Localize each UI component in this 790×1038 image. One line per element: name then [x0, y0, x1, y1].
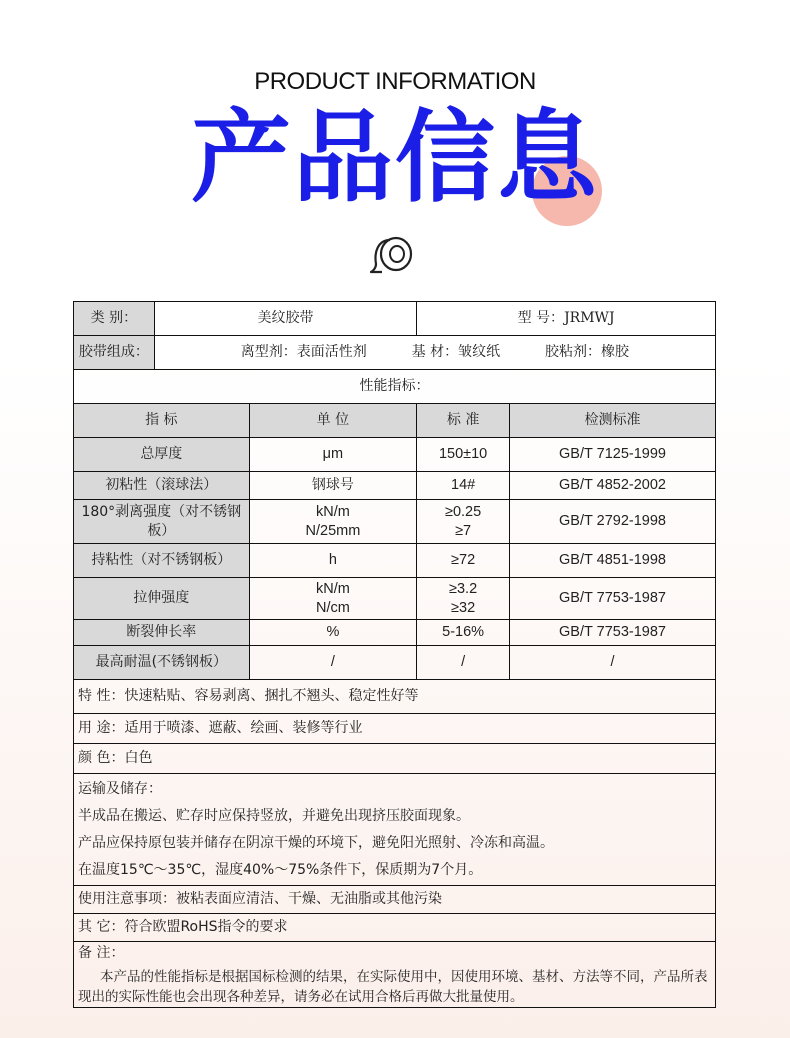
unit-value: %: [249, 620, 417, 646]
table-row: [74, 438, 716, 472]
product-subtitle: PRODUCT INFORMATION: [254, 68, 536, 95]
unit-line-2: N/cm: [315, 599, 350, 616]
standard-value: [417, 500, 510, 544]
header-unit: 单 位: [249, 404, 417, 438]
standard-line-2: ≥32: [451, 599, 476, 616]
model-cell: [417, 302, 716, 336]
spec-table: [73, 301, 716, 1008]
other-row: 其 它：符合欧盟RoHS指令的要求: [74, 914, 716, 942]
standard-value: [417, 578, 510, 620]
indicator-name: 初粘性（滚球法）: [74, 472, 250, 500]
unit-line-2: N/25mm: [305, 522, 361, 539]
composition-label: 胶带组成：: [74, 336, 155, 370]
release-agent: 离型剂：表面活性剂: [240, 344, 367, 360]
color-row: 颜 色：白色: [74, 744, 716, 774]
table-row: [74, 578, 716, 620]
standard-value: 5-16%: [417, 620, 510, 646]
test-standard-value: GB/T 7753-1987: [510, 620, 716, 646]
unit-value: h: [249, 544, 417, 578]
precautions-row: 使用注意事项：被粘表面应清洁、干燥、无油脂或其他污染: [74, 886, 716, 914]
table-row: [74, 620, 716, 646]
standard-value: 150±10: [417, 438, 510, 472]
indicator-name: 总厚度: [74, 438, 250, 472]
table-row: [74, 500, 716, 544]
adhesive: 胶粘剂：橡胶: [545, 344, 629, 360]
table-row: [74, 544, 716, 578]
notes-text: 本产品的性能指标是根据国标检测的结果，在实际使用中，因使用环境、基材、方法等不同，产品所表现出的实际性能也会出现各种差异，请务必在试用合格后再做大批量使用。: [78, 968, 708, 1005]
model-label: 型 号：: [517, 310, 565, 326]
category-label: 类 别：: [74, 302, 155, 336]
storage-line: 半成品在搬运、贮存时应保持竖放，并避免出现挤压胶面现象。: [78, 807, 470, 824]
performance-header-row: [74, 404, 716, 438]
header-standard: 标 准: [417, 404, 510, 438]
performance-section-title: 性能指标：: [74, 370, 716, 404]
indicator-name: 拉伸强度: [74, 578, 250, 620]
test-standard-value: GB/T 7125-1999: [510, 438, 716, 472]
unit-value: [249, 578, 417, 620]
features-row: 特 性：快速粘贴、容易剥离、捆扎不翘头、稳定性好等: [74, 680, 716, 714]
composition-values: [154, 336, 715, 370]
storage-title: 运输及储存：: [78, 780, 162, 797]
page-title: 产品信息: [191, 99, 599, 216]
tape-roll-icon: [370, 234, 414, 274]
unit-value: μm: [249, 438, 417, 472]
substrate: 基 材：皱纹纸: [411, 344, 501, 360]
indicator-name: 180°剥离强度（对不锈钢板）: [74, 500, 250, 544]
unit-line-1: kN/m: [315, 503, 350, 520]
standard-value: 14#: [417, 472, 510, 500]
test-standard-value: GB/T 2792-1998: [510, 500, 716, 544]
unit-value: 钢球号: [249, 472, 417, 500]
test-standard-value: GB/T 4851-1998: [510, 544, 716, 578]
indicator-name: 持粘性（对不锈钢板）: [74, 544, 250, 578]
notes-section: [74, 942, 716, 1008]
unit-value: /: [249, 646, 417, 680]
test-standard-value: GB/T 4852-2002: [510, 472, 716, 500]
standard-line-1: ≥0.25: [445, 503, 482, 520]
indicator-name: 最高耐温(不锈钢板）: [74, 646, 250, 680]
storage-line: 产品应保持原包装并储存在阴凉干燥的环境下，避免阳光照射、冷冻和高温。: [78, 834, 554, 851]
notes-title: 备 注：: [78, 944, 125, 961]
header-test-standard: 检测标准: [510, 404, 716, 438]
table-row: [74, 646, 716, 680]
usage-row: 用 途：适用于喷漆、遮蔽、绘画、装修等行业: [74, 714, 716, 744]
unit-value: [249, 500, 417, 544]
test-standard-value: GB/T 7753-1987: [510, 578, 716, 620]
model-value: JRMWJ: [564, 310, 615, 326]
standard-line-1: ≥3.2: [449, 580, 478, 597]
header-indicator: 指 标: [74, 404, 250, 438]
indicator-name: 断裂伸长率: [74, 620, 250, 646]
storage-line: 在温度15℃～35℃，湿度40%～75%条件下，保质期为7个月。: [78, 861, 483, 878]
standard-line-2: ≥7: [455, 522, 472, 539]
table-row: [74, 472, 716, 500]
standard-value: /: [417, 646, 510, 680]
test-standard-value: /: [510, 646, 716, 680]
unit-line-1: kN/m: [315, 580, 350, 597]
storage-section: [74, 774, 716, 886]
category-value: 美纹胶带: [154, 302, 416, 336]
standard-value: ≥72: [417, 544, 510, 578]
